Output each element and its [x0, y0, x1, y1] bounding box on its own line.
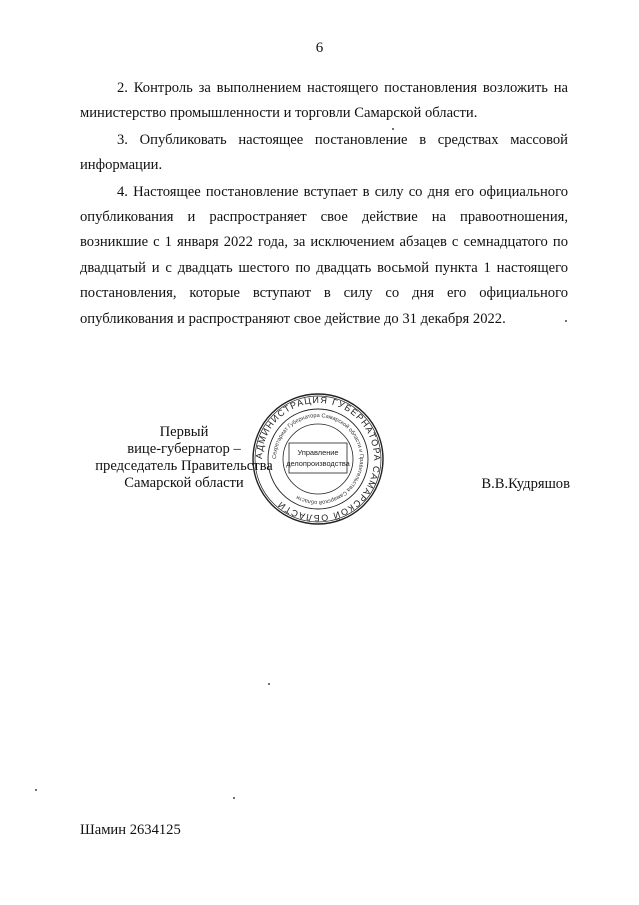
- scan-speck: [233, 797, 235, 799]
- signatory-title-line: председатель Правительства: [95, 458, 273, 474]
- scan-speck: [268, 683, 270, 685]
- paragraph-effective-date: 4. Настоящее постановление вступает в силу со дня его официального опубликования и распространяет свое действие на правоотношения, возникшие с 1 января 2022 года, за исключением абзацев с семнадцатого по двадцатый и с двадцать шестого по двадцать восьмой пункта 1 настоящего постановления, которые вступают в силу со дня его официального опубликования и распространяют свое действие до 31 декабря 2022.: [80, 183, 568, 327]
- seal-inner-text: Секретариат Губернатора Самарской области и Правительства Самарской области: [271, 412, 365, 506]
- page-number: 6: [315, 40, 324, 56]
- signatory-name: В.В.Кудряшов: [481, 476, 570, 492]
- seal-outer-text: АДМИНИСТРАЦИЯ ГУБЕРНАТОРА САМАРСКОЙ ОБЛАСТИ: [253, 394, 383, 524]
- document-body: [80, 76, 568, 333]
- seal-center-line2: делопроизводства: [286, 459, 350, 468]
- signatory-title-line: Самарской области: [124, 475, 244, 491]
- paragraph-publish: 3. Опубликовать настоящее постановление в средствах массовой информации.: [80, 131, 568, 174]
- scan-speck: [35, 789, 37, 791]
- signatory-title-line: Первый: [159, 424, 209, 440]
- seal-center-line1: Управление: [297, 448, 339, 457]
- scan-speck: [392, 128, 394, 130]
- official-seal: [251, 392, 385, 526]
- scan-speck: [565, 320, 567, 322]
- registration-note: Шамин 2634125: [80, 822, 181, 838]
- paragraph-control: 2. Контроль за выполнением настоящего постановления возложить на министерство промышленности и торговли Самарской области.: [80, 80, 568, 122]
- signatory-title-line: вице-губернатор –: [127, 441, 241, 457]
